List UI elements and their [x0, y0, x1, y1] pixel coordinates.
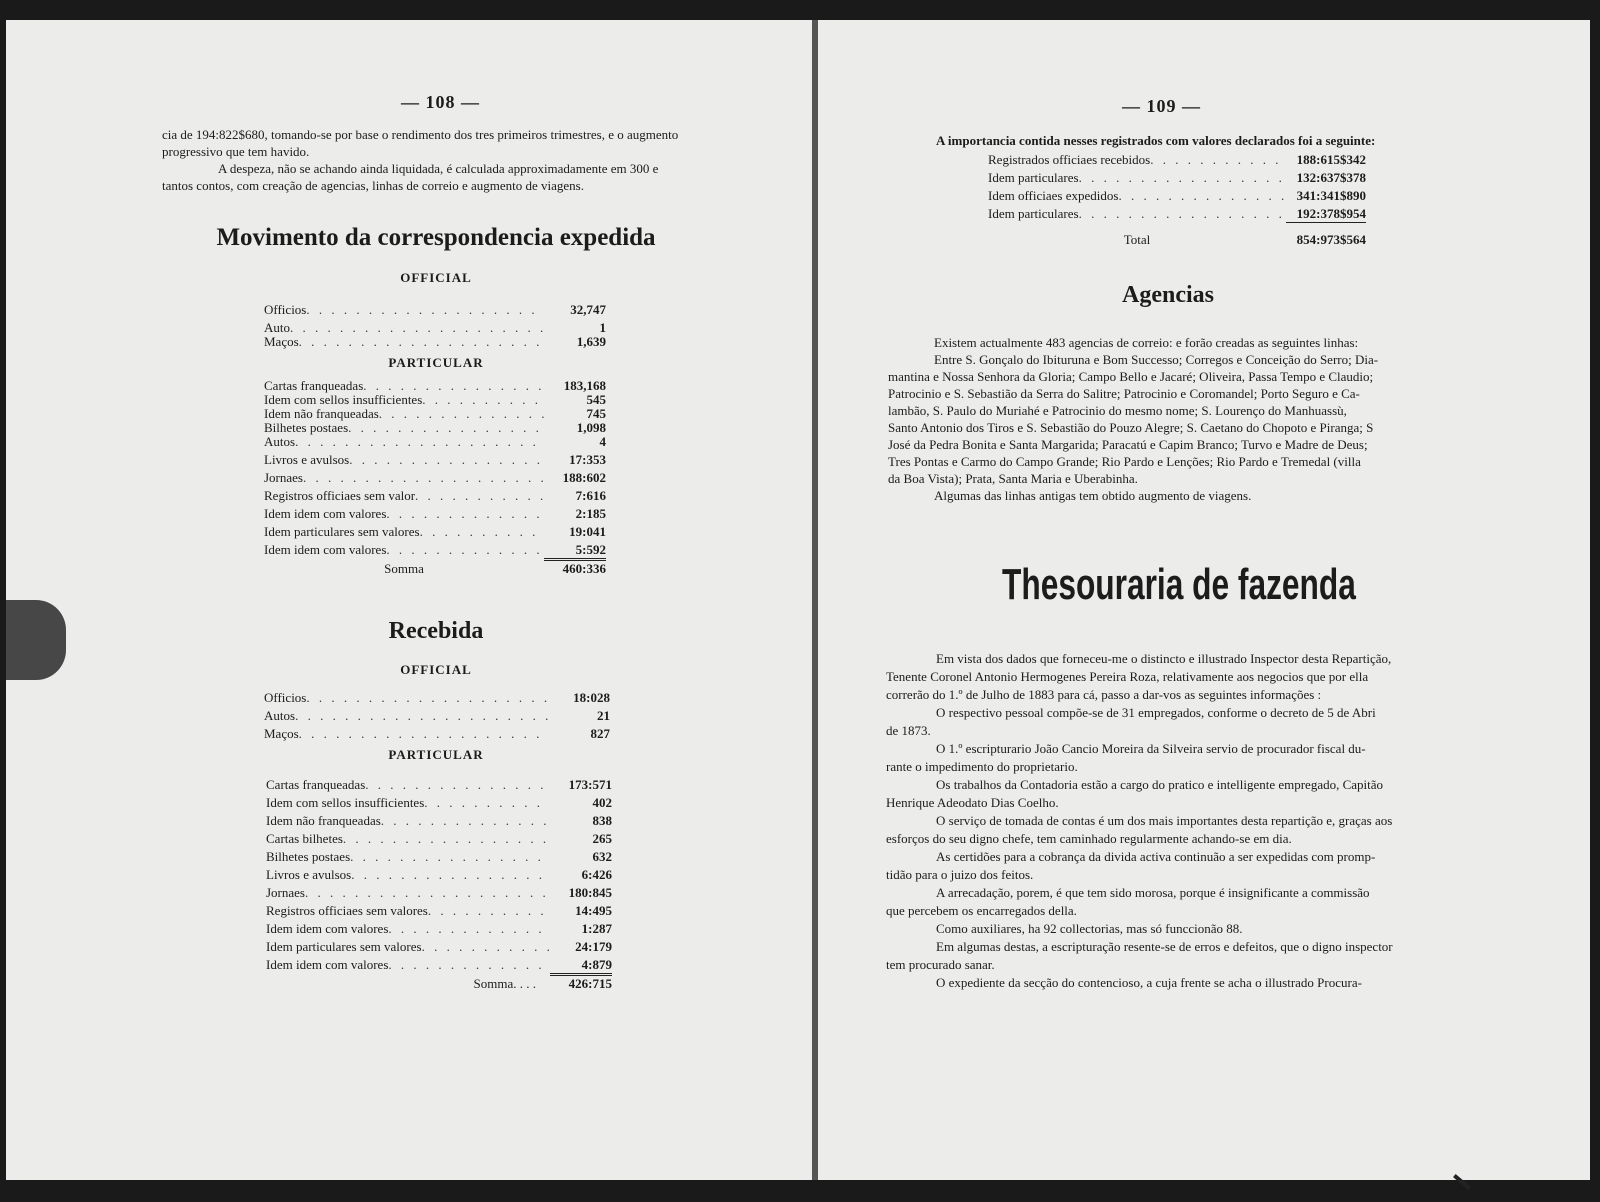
binding-tear — [6, 600, 66, 680]
table-row: Maços . . . 1,639 — [264, 334, 606, 348]
text-line: Entre S. Gonçalo do Ibituruna e Bom Successo; Corregos e Conceição do Serro; Dia- — [934, 352, 1379, 367]
subhead-particular: PARTICULAR — [388, 355, 484, 370]
text-line: mantina e Nossa Senhora da Gloria; Campo Bello e Jacaré; Oliveira, Passa Tempo e Claudio; — [888, 369, 1374, 384]
agencias-paragraph — [888, 334, 1438, 504]
text-line: O 1.º escripturario João Cancio Moreira da Silveira servio de procurador fiscal du- — [936, 741, 1366, 756]
text-line: da Boa Vista); Prata, Santa Maria e Uberabinha. — [888, 471, 1138, 486]
text-line: José da Pedra Bonita e Santa Margarida; Paracatú e Capim Branco; Turvo e Madre de Deus; — [888, 437, 1368, 452]
text-line: Existem actualmente 483 agencias de correio: e forão creadas as seguintes linhas: — [934, 335, 1359, 350]
subhead-particular: PARTICULAR — [388, 747, 484, 762]
table-row: Livros e avulsos . . . 6:426 — [266, 867, 612, 885]
importancia-table — [988, 152, 1366, 250]
heading-agencias: Agencias — [1122, 282, 1214, 308]
table-row: Auto . . . 1 — [264, 320, 606, 334]
table-row: Jornaes . . . 180:845 — [266, 885, 612, 903]
table-row: Idem não franqueadas . . . 745 — [264, 406, 606, 420]
text-line: Algumas das linhas antigas tem obtido augmento de viagens. — [934, 488, 1252, 503]
table-row: Idem particulares . . . 132:637$378 — [988, 170, 1366, 188]
table-row: Registros officiaes sem valores . . . 14:495 — [266, 903, 612, 921]
expedida-official-table — [264, 302, 606, 348]
heading-recebida: Recebida — [388, 618, 484, 644]
table-row: Jornaes . . . 188:602 — [264, 470, 606, 488]
table-row: Officios . . . 32,747 — [264, 302, 606, 320]
text-line: tem procurado sanar. — [886, 957, 995, 972]
page-number: — 109 — — [1122, 96, 1201, 116]
table-row: Idem não franqueadas . . . 838 — [266, 813, 612, 831]
text-line: O expediente da secção do contencioso, a cuja frente se acha o illustrado Procura- — [936, 975, 1362, 990]
table-row: Autos . . . 21 — [264, 708, 610, 726]
text-line: Como auxiliares, ha 92 collectorias, mas só funccionão 88. — [936, 921, 1243, 936]
table-row: Autos . . . 4 — [264, 434, 606, 452]
text-line: A despeza, não se achando ainda liquidada, é calculada approximadamente em 300 e — [218, 161, 659, 176]
subhead-official: OFFICIAL — [400, 270, 472, 285]
table-row: Bilhetes postaes . . . 632 — [266, 849, 612, 867]
table-row: Cartas bilhetes . . . 265 — [266, 831, 612, 849]
text-line: O serviço de tomada de contas é um dos mais importantes desta repartição e, graças aos — [936, 813, 1393, 828]
text-line: Os trabalhos da Contadoria estão a cargo do pratico e intelligente empregado, Capitão — [936, 777, 1384, 792]
text-line: A arrecadação, porem, é que tem sido morosa, porque é insignificante a commissão — [936, 885, 1370, 900]
table-row: Cartas franqueadas . . . 183,168 — [264, 378, 606, 392]
text-line: Em algumas destas, a escripturação resente-se de erros e defeitos, que o digno inspector — [936, 939, 1393, 954]
importancia-intro: A importancia contida nesses registrados com valores declarados foi a seguinte: — [936, 133, 1376, 148]
subhead-official: OFFICIAL — [400, 662, 472, 677]
text-line: Henrique Adeodato Dias Coelho. — [886, 795, 1059, 810]
left-page — [6, 20, 814, 1180]
intro-paragraph — [162, 126, 710, 194]
text-line: correrão do 1.º de Julho de 1883 para cá, passo a dar-vos as seguintes informações : — [886, 687, 1322, 702]
table-row: Idem com sellos insufficientes . . . 545 — [264, 392, 606, 406]
recebida-official-table — [264, 690, 610, 744]
text-line: progressivo que tem havido. — [162, 144, 310, 159]
text-line: Tres Pontas e Carmo do Campo Grande; Rio Pardo e Lenções; Rio Pardo e Tremedal (villa — [888, 454, 1361, 469]
table-row: Officios . . . 18:028 — [264, 690, 610, 708]
total-row: Total 854:973$564 — [1123, 232, 1366, 247]
text-line: Tenente Coronel Antonio Hermogenes Pereira Roza, relativamente aos negocios que por ella — [886, 669, 1369, 684]
table-row: Registros officiaes sem valor . . . 7:616 — [264, 488, 606, 506]
table-row: Idem idem com valores . . . 1:287 — [266, 921, 612, 939]
table-row: Livros e avulsos . . . 17:353 — [264, 452, 606, 470]
text-line: de 1873. — [886, 723, 931, 738]
table-row: Idem particulares . . . 192:378$954 — [988, 206, 1366, 224]
text-line: tantos contos, com creação de agencias, linhas de correio e augmento de viagens. — [162, 178, 584, 193]
text-line: O respectivo pessoal compõe-se de 31 empregados, conforme o decreto de 5 de Abri — [936, 705, 1376, 720]
right-page — [818, 20, 1590, 1180]
sum-row: Somma 460:336 — [384, 561, 606, 576]
heading-thesouraria: Thesouraria de fazenda — [1002, 560, 1356, 609]
page-number: — 108 — — [401, 92, 480, 112]
text-line: que percebem os encarregados della. — [886, 903, 1077, 918]
thesouraria-paragraph — [886, 650, 1442, 992]
heading-expedida: Movimento da correspondencia expedida — [216, 224, 656, 251]
table-row: Idem idem com valores . . . 2:185 — [264, 506, 606, 524]
table-row: Idem particulares sem valores . . . 19:041 — [264, 524, 606, 542]
table-row: Maços . . . 827 — [264, 726, 610, 744]
table-row: Idem idem com valores . . . 4:879 — [266, 957, 612, 975]
text-line: Em vista dos dados que forneceu-me o distincto e illustrado Inspector desta Repartição, — [936, 651, 1392, 666]
expedida-particular-table — [264, 378, 606, 578]
text-line: As certidões para a cobrança da divida activa continuão a ser expedidas com promp- — [936, 849, 1376, 864]
text-line: lambão, S. Paulo do Muriahé e Patrocinio do mesmo nome; S. Lourenço do Manhuassù, — [888, 403, 1347, 418]
table-row: Registrados officiaes recebidos . . . 188:615$342 — [988, 152, 1366, 170]
text-line: rante o impedimento do proprietario. — [886, 759, 1078, 774]
table-row: Cartas franqueadas . . . 173:571 — [266, 777, 612, 795]
sum-row: Somma. . . . 426:715 — [473, 976, 612, 991]
text-line: esforços do seu digno chefe, tem caminhado regularmente achando-se em dia. — [886, 831, 1292, 846]
text-line: tidão para o juizo dos feitos. — [886, 867, 1034, 882]
text-line: cia de 194:822$680, tomando-se por base o rendimento dos tres primeiros trimestres, e o augmento — [162, 127, 679, 142]
recebida-particular-table — [266, 777, 612, 993]
table-row: Idem particulares sem valores . . . 24:179 — [266, 939, 612, 957]
text-line: Santo Antonio dos Tiros e S. Sebastião do Pouzo Alegre; S. Caetano do Chopoto e Piranga; S — [888, 420, 1374, 435]
table-row: Idem officiaes expedidos . . . 341:341$890 — [988, 188, 1366, 206]
table-row: Idem idem com valores . . . 5:592 — [264, 542, 606, 560]
text-line: Patrocinio e S. Sebastião da Serra do Salitre; Patrocinio e Coromandel; Porto Seguro e Ca- — [888, 386, 1360, 401]
table-row: Bilhetes postaes . . . 1,098 — [264, 420, 606, 434]
table-row: Idem com sellos insufficientes . . . 402 — [266, 795, 612, 813]
